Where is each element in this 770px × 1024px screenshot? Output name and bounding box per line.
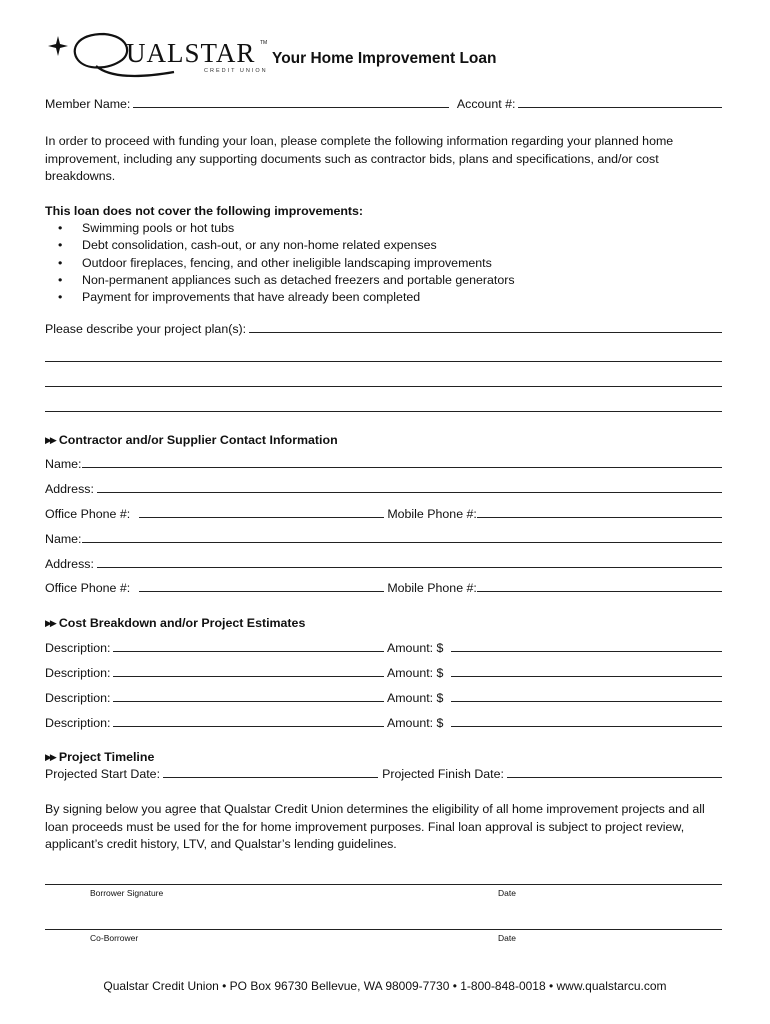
office-phone-label: Office Phone #: [45,581,131,595]
timeline-section-label: Project Timeline [58,750,155,764]
page-title: Your Home Improvement Loan [272,50,497,67]
footer-contact: Qualstar Credit Union • PO Box 96730 Bellevue, WA 98009-7730 • 1-800-848-0018 • www.qualstarcu.com [103,979,667,993]
intro-paragraph: In order to proceed with funding your loan, please complete the following information regarding your planned home improvement, including any supporting documents such as contractor bids, plans and specifications, and/or cost breakdowns. [45,134,674,183]
timeline-row [45,768,722,780]
amount-label: Amount: $ [386,691,444,705]
project-plan-field[interactable] [249,332,722,333]
cost-row-1 [45,642,722,654]
cost-2-description-field[interactable] [113,676,384,677]
brand-trademark: TM [260,40,268,46]
cost-1-amount-field[interactable] [451,651,722,652]
contractor-2-address-field[interactable] [97,567,722,568]
contractor-address-label: Address: [45,557,94,571]
cost-2-amount-field[interactable] [451,676,722,677]
borrower-signature-label: Borrower Signature [90,888,164,898]
project-plan-label: Please describe your project plan(s): [45,322,247,336]
cost-row-3 [45,692,722,704]
finish-date-field[interactable] [507,777,722,778]
contractor-section-title [45,433,338,447]
contractor-1-phone-row [45,508,722,520]
qualstar-logo [44,28,274,80]
coborrower-date-label: Date [498,933,516,943]
contractor-1-address-row [45,483,722,495]
member-name-label: Member Name: [45,97,131,111]
finish-date-label: Projected Finish Date: [382,767,504,781]
brand-subtitle: CREDIT UNION [204,68,268,74]
cost-row-2 [45,667,722,679]
cost-3-amount-field[interactable] [451,701,722,702]
amount-label: Amount: $ [386,716,444,730]
exclusions-title: This loan does not cover the following improvements: [45,204,364,218]
cost-row-4 [45,717,722,729]
cost-section-label: Cost Breakdown and/or Project Estimates [58,616,306,630]
amount-label: Amount: $ [386,666,444,680]
agreement-paragraph: By signing below you agree that Qualstar Credit Union determines the eligibility of all home improvement projects and all loan proceeds must be used for the for home improvement purposes. Final loan approval is subject to project review, applicant’s credit history, LTV, and Qualstar’s lending guidelines. [45,802,705,851]
start-date-field[interactable] [163,777,378,778]
cost-4-amount-field[interactable] [451,726,722,727]
contractor-name-label: Name: [45,532,82,546]
account-number-field[interactable] [518,107,722,108]
office-phone-label: Office Phone #: [45,507,131,521]
exclusion-item: • Outdoor fireplaces, fencing, and other ineligible landscaping improvements [58,255,515,272]
project-plan-line-4[interactable] [45,411,722,412]
cost-1-description-field[interactable] [113,651,384,652]
timeline-section-title [45,750,154,764]
cost-section-title [45,616,305,630]
brand-wordmark: UALSTAR [126,38,256,68]
double-arrow-icon: ▶▶ [45,617,55,628]
exclusion-item: • Payment for improvements that have already been completed [58,289,515,306]
contractor-1-office-phone-field[interactable] [139,517,384,518]
double-arrow-icon: ▶▶ [45,434,55,445]
project-plan-line-2[interactable] [45,361,722,362]
contractor-section-label: Contractor and/or Supplier Contact Information [58,433,338,447]
coborrower-signature-label: Co-Borrower [90,933,139,943]
contractor-1-mobile-phone-field[interactable] [477,517,722,518]
contractor-1-name-field[interactable] [82,467,723,468]
member-info-row [45,98,722,110]
contractor-address-label: Address: [45,482,94,496]
contractor-2-phone-row [45,582,722,594]
project-plan-row [45,323,722,335]
exclusion-item: • Non-permanent appliances such as detached freezers and portable generators [58,272,515,289]
cost-4-description-field[interactable] [113,726,384,727]
project-plan-line-3[interactable] [45,386,722,387]
mobile-phone-label: Mobile Phone #: [387,581,477,595]
coborrower-signature-field[interactable] [45,929,722,930]
contractor-2-mobile-phone-field[interactable] [477,591,722,592]
description-label: Description: [45,716,111,730]
double-arrow-icon: ▶▶ [45,751,55,762]
exclusion-item: • Debt consolidation, cash-out, or any non-home related expenses [58,237,515,254]
amount-label: Amount: $ [386,641,444,655]
description-label: Description: [45,691,111,705]
contractor-name-label: Name: [45,457,82,471]
cost-3-description-field[interactable] [113,701,384,702]
description-label: Description: [45,666,111,680]
exclusion-item: • Swimming pools or hot tubs [58,220,515,237]
contractor-2-name-field[interactable] [82,542,723,543]
contractor-1-address-field[interactable] [97,492,722,493]
borrower-date-label: Date [498,888,516,898]
contractor-2-name-row [45,533,722,545]
contractor-2-address-row [45,558,722,570]
member-name-field[interactable] [133,107,449,108]
exclusions-list [58,220,515,306]
borrower-signature-field[interactable] [45,884,722,885]
mobile-phone-label: Mobile Phone #: [387,507,477,521]
start-date-label: Projected Start Date: [45,767,161,781]
description-label: Description: [45,641,111,655]
contractor-2-office-phone-field[interactable] [139,591,384,592]
account-label: Account #: [456,97,516,111]
contractor-1-name-row [45,458,722,470]
